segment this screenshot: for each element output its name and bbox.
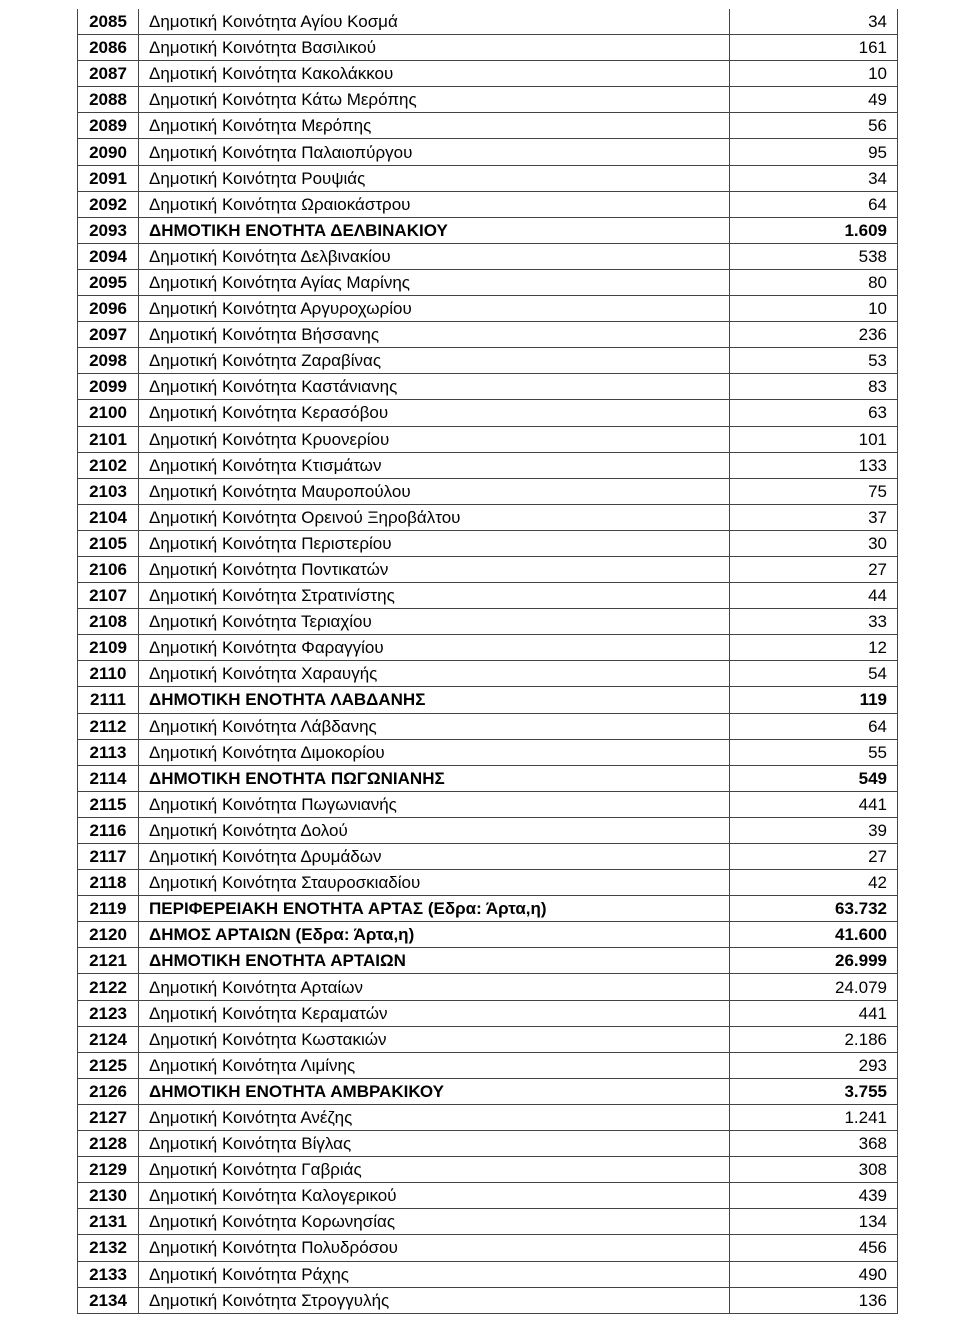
row-value: 27 <box>730 556 898 582</box>
row-value: 236 <box>730 322 898 348</box>
table-row <box>78 348 898 374</box>
table-row <box>78 400 898 426</box>
row-name: Δημοτική Κοινότητα Λιμίνης <box>139 1052 730 1078</box>
row-name: Δημοτική Κοινότητα Καλογερικού <box>139 1183 730 1209</box>
row-code: 2095 <box>78 269 139 295</box>
table-row <box>78 269 898 295</box>
row-value: 37 <box>730 504 898 530</box>
table-row <box>78 1183 898 1209</box>
table-row <box>78 974 898 1000</box>
row-name: Δημοτική Κοινότητα Κακολάκκου <box>139 61 730 87</box>
table-row <box>78 1000 898 1026</box>
row-value: 549 <box>730 765 898 791</box>
table-row <box>78 1157 898 1183</box>
row-code: 2108 <box>78 609 139 635</box>
table-row <box>78 217 898 243</box>
row-value: 161 <box>730 35 898 61</box>
row-value: 136 <box>730 1287 898 1313</box>
row-value: 44 <box>730 583 898 609</box>
table-row <box>78 426 898 452</box>
row-value: 1.241 <box>730 1104 898 1130</box>
row-value: 538 <box>730 243 898 269</box>
row-name: Δημοτική Κοινότητα Κτισμάτων <box>139 452 730 478</box>
row-name: Δημοτική Κοινότητα Ρουψιάς <box>139 165 730 191</box>
row-value: 119 <box>730 687 898 713</box>
table-row <box>78 948 898 974</box>
row-code: 2096 <box>78 296 139 322</box>
row-name: Δημοτική Κοινότητα Πολυδρόσου <box>139 1235 730 1261</box>
row-name: Δημοτική Κοινότητα Δελβινακίου <box>139 243 730 269</box>
row-value: 83 <box>730 374 898 400</box>
row-name: Δημοτική Κοινότητα Διμοκορίου <box>139 739 730 765</box>
row-code: 2123 <box>78 1000 139 1026</box>
row-name: Δημοτική Κοινότητα Κορωνησίας <box>139 1209 730 1235</box>
row-code: 2132 <box>78 1235 139 1261</box>
table-body <box>78 9 898 1313</box>
table-row <box>78 1235 898 1261</box>
row-value: 75 <box>730 478 898 504</box>
row-code: 2087 <box>78 61 139 87</box>
row-value: 133 <box>730 452 898 478</box>
row-code: 2122 <box>78 974 139 1000</box>
row-value: 439 <box>730 1183 898 1209</box>
row-code: 2120 <box>78 922 139 948</box>
row-code: 2110 <box>78 661 139 687</box>
row-name: ΔΗΜΟΤΙΚΗ ΕΝΟΤΗΤΑ ΠΩΓΩΝΙΑΝΗΣ <box>139 765 730 791</box>
table-row <box>78 35 898 61</box>
table-row <box>78 374 898 400</box>
row-value: 490 <box>730 1261 898 1287</box>
row-name: Δημοτική Κοινότητα Αγίας Μαρίνης <box>139 269 730 295</box>
row-code: 2113 <box>78 739 139 765</box>
row-code: 2128 <box>78 1131 139 1157</box>
row-name: Δημοτική Κοινότητα Τεριαχίου <box>139 609 730 635</box>
table-row <box>78 1078 898 1104</box>
row-value: 54 <box>730 661 898 687</box>
table-row <box>78 791 898 817</box>
row-code: 2104 <box>78 504 139 530</box>
table-row <box>78 1026 898 1052</box>
table-row <box>78 817 898 843</box>
table-row <box>78 322 898 348</box>
row-code: 2109 <box>78 635 139 661</box>
row-name: Δημοτική Κοινότητα Ζαραβίνας <box>139 348 730 374</box>
row-name: Δημοτική Κοινότητα Ανέζης <box>139 1104 730 1130</box>
table-row <box>78 87 898 113</box>
row-name: Δημοτική Κοινότητα Ορεινού Ξηροβάλτου <box>139 504 730 530</box>
row-value: 101 <box>730 426 898 452</box>
row-name: Δημοτική Κοινότητα Δρυμάδων <box>139 844 730 870</box>
row-code: 2105 <box>78 530 139 556</box>
table-row <box>78 687 898 713</box>
table-row <box>78 583 898 609</box>
table-row <box>78 191 898 217</box>
row-value: 30 <box>730 530 898 556</box>
row-code: 2099 <box>78 374 139 400</box>
row-code: 2102 <box>78 452 139 478</box>
row-name: Δημοτική Κοινότητα Κεραματών <box>139 1000 730 1026</box>
table-row <box>78 661 898 687</box>
row-value: 33 <box>730 609 898 635</box>
table-row <box>78 1131 898 1157</box>
row-name: Δημοτική Κοινότητα Ράχης <box>139 1261 730 1287</box>
row-value: 12 <box>730 635 898 661</box>
row-name: Δημοτική Κοινότητα Αργυροχωρίου <box>139 296 730 322</box>
row-code: 2094 <box>78 243 139 269</box>
row-name: Δημοτική Κοινότητα Βίγλας <box>139 1131 730 1157</box>
row-code: 2106 <box>78 556 139 582</box>
row-value: 1.609 <box>730 217 898 243</box>
row-code: 2111 <box>78 687 139 713</box>
row-value: 64 <box>730 713 898 739</box>
table-row <box>78 609 898 635</box>
row-value: 63 <box>730 400 898 426</box>
row-code: 2085 <box>78 9 139 35</box>
row-value: 134 <box>730 1209 898 1235</box>
row-code: 2118 <box>78 870 139 896</box>
table-row <box>78 635 898 661</box>
table-row <box>78 296 898 322</box>
row-name: Δημοτική Κοινότητα Ωραιοκάστρου <box>139 191 730 217</box>
row-value: 34 <box>730 9 898 35</box>
population-table <box>77 9 898 1314</box>
row-name: ΔΗΜΟΤΙΚΗ ΕΝΟΤΗΤΑ ΛΑΒΔΑΝΗΣ <box>139 687 730 713</box>
row-name: ΔΗΜΟΤΙΚΗ ΕΝΟΤΗΤΑ ΑΡΤΑΙΩΝ <box>139 948 730 974</box>
row-code: 2101 <box>78 426 139 452</box>
row-code: 2088 <box>78 87 139 113</box>
row-value: 49 <box>730 87 898 113</box>
row-name: Δημοτική Κοινότητα Στρογγυλής <box>139 1287 730 1313</box>
row-value: 441 <box>730 1000 898 1026</box>
row-code: 2098 <box>78 348 139 374</box>
table-row <box>78 556 898 582</box>
row-code: 2134 <box>78 1287 139 1313</box>
row-name: Δημοτική Κοινότητα Αγίου Κοσμά <box>139 9 730 35</box>
row-value: 41.600 <box>730 922 898 948</box>
table-row <box>78 243 898 269</box>
table-row <box>78 478 898 504</box>
row-value: 24.079 <box>730 974 898 1000</box>
row-value: 64 <box>730 191 898 217</box>
row-code: 2093 <box>78 217 139 243</box>
row-name: Δημοτική Κοινότητα Λάβδανης <box>139 713 730 739</box>
table-row <box>78 165 898 191</box>
table-row <box>78 452 898 478</box>
row-code: 2125 <box>78 1052 139 1078</box>
table-row <box>78 1104 898 1130</box>
row-code: 2126 <box>78 1078 139 1104</box>
row-name: Δημοτική Κοινότητα Μαυροπούλου <box>139 478 730 504</box>
row-name: Δημοτική Κοινότητα Κρυονερίου <box>139 426 730 452</box>
row-value: 39 <box>730 817 898 843</box>
table-row <box>78 530 898 556</box>
row-value: 456 <box>730 1235 898 1261</box>
table-row <box>78 922 898 948</box>
row-name: Δημοτική Κοινότητα Περιστερίου <box>139 530 730 556</box>
table-row <box>78 1287 898 1313</box>
row-name: Δημοτική Κοινότητα Κάτω Μερόπης <box>139 87 730 113</box>
table-row <box>78 139 898 165</box>
row-code: 2119 <box>78 896 139 922</box>
document-page <box>77 9 898 1314</box>
row-name: Δημοτική Κοινότητα Σταυροσκιαδίου <box>139 870 730 896</box>
row-value: 293 <box>730 1052 898 1078</box>
table-row <box>78 9 898 35</box>
row-code: 2089 <box>78 113 139 139</box>
row-value: 95 <box>730 139 898 165</box>
row-code: 2107 <box>78 583 139 609</box>
table-row <box>78 504 898 530</box>
table-row <box>78 713 898 739</box>
row-code: 2090 <box>78 139 139 165</box>
row-value: 441 <box>730 791 898 817</box>
row-name: ΔΗΜΟΤΙΚΗ ΕΝΟΤΗΤΑ ΑΜΒΡΑΚΙΚΟΥ <box>139 1078 730 1104</box>
row-code: 2086 <box>78 35 139 61</box>
row-name: Δημοτική Κοινότητα Μερόπης <box>139 113 730 139</box>
table-row <box>78 896 898 922</box>
row-value: 3.755 <box>730 1078 898 1104</box>
row-name: Δημοτική Κοινότητα Καστάνιανης <box>139 374 730 400</box>
row-name: ΔΗΜΟΤΙΚΗ ΕΝΟΤΗΤΑ ΔΕΛΒΙΝΑΚΙΟΥ <box>139 217 730 243</box>
row-name: Δημοτική Κοινότητα Κωστακιών <box>139 1026 730 1052</box>
row-value: 308 <box>730 1157 898 1183</box>
table-row <box>78 113 898 139</box>
row-name: Δημοτική Κοινότητα Παλαιοπύργου <box>139 139 730 165</box>
row-code: 2116 <box>78 817 139 843</box>
row-code: 2112 <box>78 713 139 739</box>
table-row <box>78 844 898 870</box>
row-value: 55 <box>730 739 898 765</box>
table-row <box>78 1261 898 1287</box>
row-value: 10 <box>730 61 898 87</box>
table-row <box>78 1052 898 1078</box>
row-name: ΔΗΜΟΣ ΑΡΤΑΙΩΝ (Εδρα: Άρτα,η) <box>139 922 730 948</box>
row-name: Δημοτική Κοινότητα Αρταίων <box>139 974 730 1000</box>
table-row <box>78 765 898 791</box>
row-code: 2127 <box>78 1104 139 1130</box>
row-value: 63.732 <box>730 896 898 922</box>
table-row <box>78 61 898 87</box>
row-name: Δημοτική Κοινότητα Πωγωνιανής <box>139 791 730 817</box>
table-row <box>78 870 898 896</box>
row-value: 368 <box>730 1131 898 1157</box>
row-name: Δημοτική Κοινότητα Φαραγγίου <box>139 635 730 661</box>
row-value: 27 <box>730 844 898 870</box>
table-row <box>78 739 898 765</box>
row-name: ΠΕΡΙΦΕΡΕΙΑΚΗ ΕΝΟΤΗΤΑ ΑΡΤΑΣ (Εδρα: Άρτα,η) <box>139 896 730 922</box>
row-value: 10 <box>730 296 898 322</box>
row-code: 2103 <box>78 478 139 504</box>
row-name: Δημοτική Κοινότητα Βασιλικού <box>139 35 730 61</box>
row-name: Δημοτική Κοινότητα Κερασόβου <box>139 400 730 426</box>
row-name: Δημοτική Κοινότητα Χαραυγής <box>139 661 730 687</box>
row-name: Δημοτική Κοινότητα Γαβριάς <box>139 1157 730 1183</box>
row-name: Δημοτική Κοινότητα Δολού <box>139 817 730 843</box>
row-code: 2091 <box>78 165 139 191</box>
row-value: 26.999 <box>730 948 898 974</box>
row-code: 2092 <box>78 191 139 217</box>
row-code: 2114 <box>78 765 139 791</box>
row-value: 34 <box>730 165 898 191</box>
row-code: 2100 <box>78 400 139 426</box>
row-code: 2129 <box>78 1157 139 1183</box>
row-code: 2117 <box>78 844 139 870</box>
row-value: 42 <box>730 870 898 896</box>
row-code: 2131 <box>78 1209 139 1235</box>
row-value: 53 <box>730 348 898 374</box>
row-code: 2130 <box>78 1183 139 1209</box>
row-code: 2124 <box>78 1026 139 1052</box>
row-value: 2.186 <box>730 1026 898 1052</box>
row-value: 56 <box>730 113 898 139</box>
row-name: Δημοτική Κοινότητα Στρατινίστης <box>139 583 730 609</box>
table-row <box>78 1209 898 1235</box>
row-code: 2133 <box>78 1261 139 1287</box>
row-code: 2121 <box>78 948 139 974</box>
row-code: 2115 <box>78 791 139 817</box>
row-name: Δημοτική Κοινότητα Βήσσανης <box>139 322 730 348</box>
row-name: Δημοτική Κοινότητα Ποντικατών <box>139 556 730 582</box>
row-code: 2097 <box>78 322 139 348</box>
row-value: 80 <box>730 269 898 295</box>
